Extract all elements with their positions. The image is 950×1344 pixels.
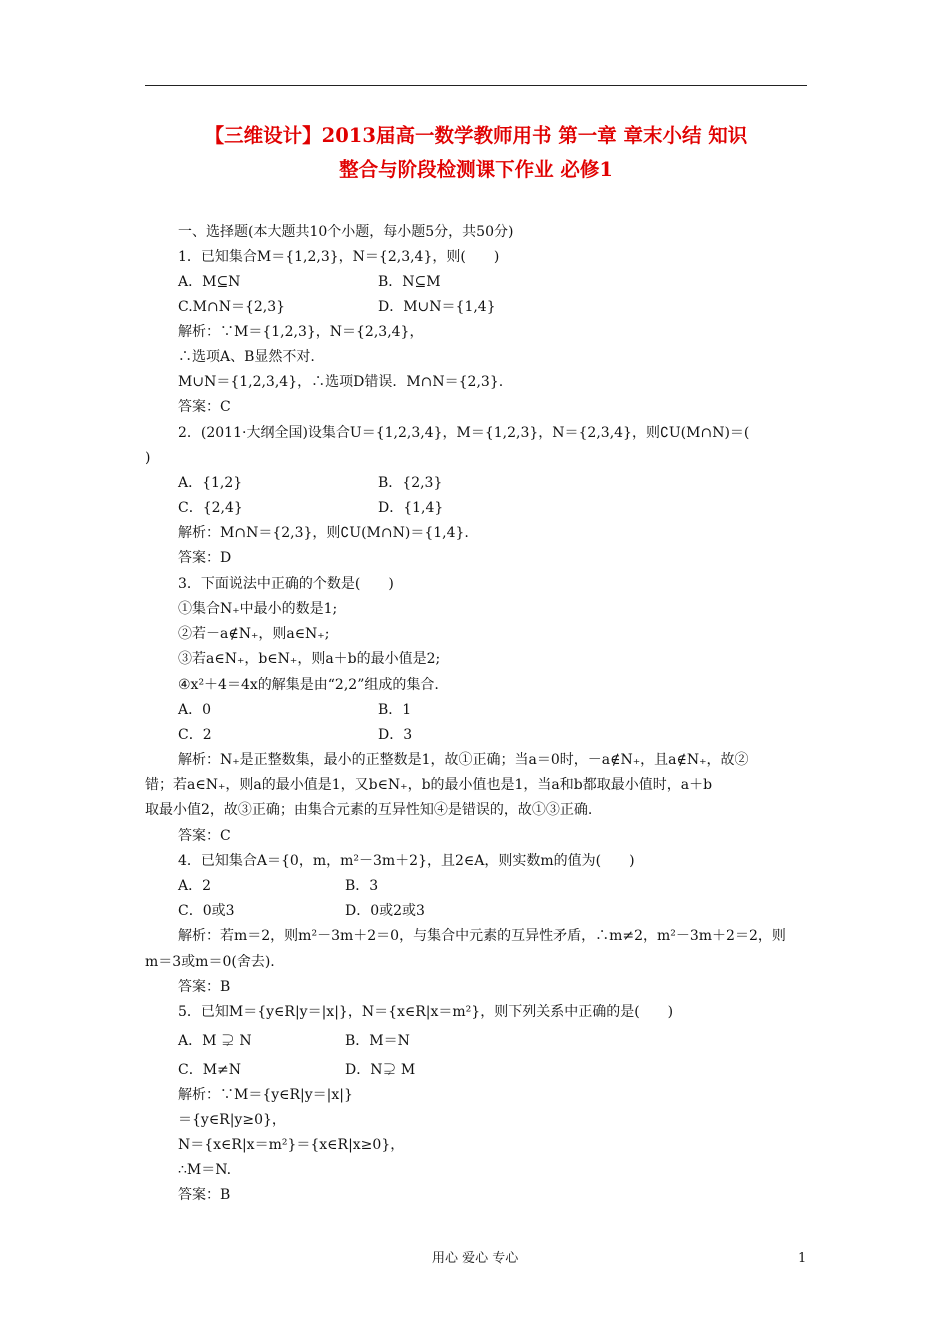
statement-4: ④x²＋4＝4x的解集是由“2,2”组成的集合.	[178, 677, 439, 693]
question-4: 4．已知集合A＝{0，m，m²－3m＋2}，且2∈A，则实数m的值为( )	[178, 853, 635, 869]
section-heading: 一、选择题(本大题共10个小题，每小题5分，共50分)	[178, 224, 514, 240]
solution-line: 解析：M∩N＝{2,3}，则∁U(M∩N)＝{1,4}.	[178, 525, 469, 541]
option-b: B．M＝N	[345, 1033, 410, 1049]
solution-line: m＝3或m＝0(舍去).	[145, 954, 275, 970]
question-5: 5．已知M＝{y∈R|y＝|x|}，N＝{x∈R|x＝m²}，则下列关系中正确的是( )	[178, 1004, 674, 1020]
option-c: C．M≠N	[178, 1062, 242, 1078]
footer-slogan: 用心 爱心 专心	[432, 1251, 519, 1266]
option-a: A．2	[178, 878, 212, 894]
document-title-line-1: 【三维设计】2013届高一数学教师用书 第一章 章末小结 知识	[204, 124, 748, 147]
page-number: 1	[798, 1251, 807, 1266]
solution-line: N＝{x∈R|x＝m²}＝{x∈R|x≥0}，	[178, 1137, 405, 1153]
answer-line: 答案：C	[178, 399, 231, 415]
option-b: B．1	[378, 702, 412, 718]
solution-line: ∴M＝N.	[178, 1162, 232, 1178]
option-c: C．0或3	[178, 903, 235, 919]
question-2-continuation: )	[145, 450, 151, 466]
question-1: 1．已知集合M＝{1,2,3}，N＝{2,3,4}，则( )	[178, 249, 500, 265]
option-d: D．M∪N＝{1,4}	[378, 299, 496, 315]
option-b: B．N⊆M	[378, 274, 441, 290]
solution-line: 错；若a∈N₊，则a的最小值是1，又b∈N₊，b的最小值也是1，当a和b都取最小值时，a＋b	[145, 777, 713, 793]
option-d: D．{1,4}	[378, 500, 444, 516]
option-d: D．3	[378, 727, 413, 743]
statement-2: ②若－a∉N₊，则a∈N₊;	[178, 626, 330, 642]
option-a: A．M ⊋ N	[178, 1033, 252, 1049]
option-a: A．M⊆N	[178, 274, 241, 290]
answer-line: 答案：B	[178, 979, 231, 995]
option-c: C．{2,4}	[178, 500, 243, 516]
option-d: D．N⊋ M	[345, 1062, 416, 1078]
option-b: B．3	[345, 878, 379, 894]
option-a: A．0	[178, 702, 212, 718]
answer-line: 答案：C	[178, 828, 231, 844]
solution-line: 解析：∵M＝{y∈R|y＝|x|}	[178, 1087, 353, 1103]
solution-line: 取最小值2，故③正确；由集合元素的互异性知④是错误的，故①③正确.	[145, 802, 593, 818]
statement-3: ③若a∈N₊，b∈N₊，则a＋b的最小值是2;	[178, 651, 441, 667]
document-title-line-2: 整合与阶段检测课下作业 必修1	[339, 158, 613, 181]
solution-line: ∴选项A、B显然不对.	[178, 349, 315, 365]
solution-line: 解析：若m＝2，则m²－3m＋2＝0，与集合中元素的互异性矛盾，∴m≠2，m²－3m＋2＝2，则	[178, 928, 786, 944]
option-b: B．{2,3}	[378, 475, 443, 491]
question-2: 2．(2011·大纲全国)设集合U＝{1,2,3,4}，M＝{1,2,3}，N＝{2,3,4}，则∁U(M∩N)＝(	[178, 425, 750, 441]
solution-line: 解析：∵M＝{1,2,3}，N＝{2,3,4}，	[178, 324, 424, 340]
option-c: C.M∩N＝{2,3}	[178, 299, 286, 315]
answer-line: 答案：B	[178, 1187, 231, 1203]
solution-line: 解析：N₊是正整数集，最小的正整数是1，故①正确；当a＝0时，－a∉N₊，且a∉N₊，故②	[178, 752, 749, 768]
answer-line: 答案：D	[178, 550, 232, 566]
solution-line: M∪N＝{1,2,3,4}，∴选项D错误．M∩N＝{2,3}.	[178, 374, 504, 390]
question-3: 3．下面说法中正确的个数是( )	[178, 576, 394, 592]
header-rule	[145, 85, 807, 86]
option-d: D．0或2或3	[345, 903, 425, 919]
option-c: C．2	[178, 727, 212, 743]
statement-1: ①集合N₊中最小的数是1;	[178, 601, 338, 617]
option-a: A．{1,2}	[178, 475, 243, 491]
solution-line: ＝{y∈R|y≥0}，	[178, 1112, 286, 1128]
